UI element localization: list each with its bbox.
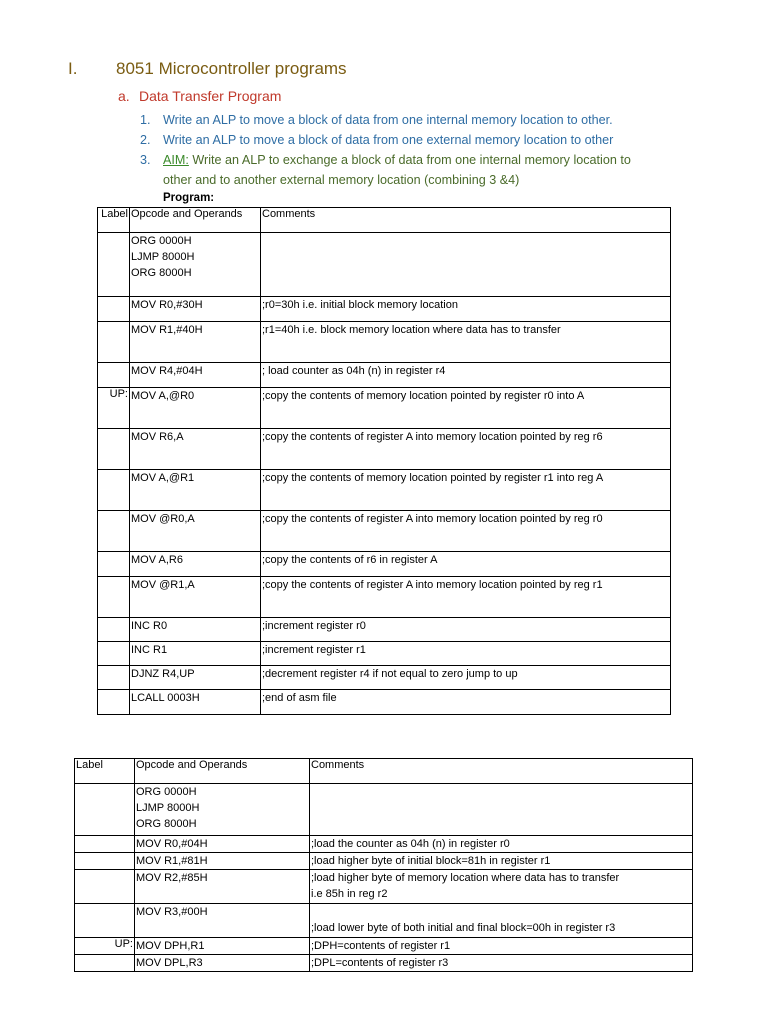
task-item-aim (140, 150, 700, 190)
opcode-line: MOV R2,#85H (136, 872, 208, 884)
comment-line: ;copy the contents of register A into memory location pointed by reg r6 (262, 431, 603, 443)
comment-cell (261, 577, 671, 618)
opcode-line: ORG 8000H (136, 818, 197, 830)
opcode-cell (130, 363, 261, 388)
label-cell (98, 666, 130, 690)
opcode-line: MOV R1,#81H (136, 855, 208, 867)
comment-cell (310, 870, 693, 904)
comment-cell (261, 690, 671, 715)
opcode-cell (130, 470, 261, 511)
table-row (98, 429, 671, 470)
label-cell (98, 511, 130, 552)
aim-label: AIM: (163, 153, 189, 167)
comment-line: ;r1=40h i.e. block memory location where data has to transfer (262, 324, 561, 336)
section-number: I. (68, 59, 78, 78)
opcode-line: LJMP 8000H (136, 802, 200, 814)
opcode-cell (130, 577, 261, 618)
comment-line: ;copy the contents of register A into memory location pointed by reg r1 (262, 579, 603, 591)
table-row (98, 666, 671, 690)
comment-line: ;increment register r0 (262, 620, 366, 632)
column-header: Opcode and Operands (135, 759, 310, 784)
task-item (140, 110, 700, 130)
task-text: Write an ALP to move a block of data from one external memory location to other (163, 133, 614, 147)
comment-line: ;load lower byte of both initial and final block=00h in register r3 (311, 922, 616, 934)
table-row (75, 870, 693, 904)
comment-cell (261, 363, 671, 388)
task-number: 1. (140, 113, 151, 127)
opcode-cell (135, 870, 310, 904)
comment-line: ;copy the contents of memory location pointed by register r0 into A (262, 390, 585, 402)
task-text-continued: other and to another external memory location (combining 3 &4) (163, 173, 520, 187)
opcode-cell (130, 233, 261, 297)
opcode-line: INC R0 (131, 620, 168, 632)
label-cell (75, 784, 135, 836)
opcode-cell (130, 666, 261, 690)
opcode-line: LJMP 8000H (131, 251, 195, 263)
table-row (98, 577, 671, 618)
task-text: Write an ALP to move a block of data from one internal memory location to other. (163, 113, 613, 127)
subsection-title: Data Transfer Program (139, 88, 282, 104)
label-cell (98, 363, 130, 388)
program-table-1 (97, 207, 671, 715)
label-cell: UP: (98, 388, 130, 429)
comment-line: ;DPH=contents of register r1 (311, 940, 451, 952)
comment-line: ;copy the contents of memory location pointed by register r1 into reg A (262, 472, 604, 484)
label-cell (98, 577, 130, 618)
subsection-heading (118, 88, 281, 104)
opcode-cell (135, 955, 310, 972)
table-row (98, 233, 671, 297)
table-header-row (75, 759, 693, 784)
comment-line (311, 784, 691, 800)
comment-line: ;end of asm file (262, 692, 337, 704)
comment-line: ;load the counter as 04h (n) in register r0 (311, 838, 510, 850)
task-number: 3. (140, 153, 151, 167)
opcode-line: MOV R0,#04H (136, 838, 208, 850)
table-row (75, 938, 693, 955)
label-cell (98, 642, 130, 666)
opcode-cell (130, 388, 261, 429)
opcode-line: MOV DPL,R3 (136, 957, 203, 969)
opcode-line: MOV A,@R1 (131, 472, 195, 484)
comment-line: ;copy the contents of register A into memory location pointed by reg r0 (262, 513, 603, 525)
section-title-number: 8051 (116, 59, 154, 78)
program-label: Program: (163, 192, 215, 204)
opcode-line: MOV R1,#40H (131, 324, 203, 336)
table-row (98, 297, 671, 322)
comment-line: ;DPL=contents of register r3 (311, 957, 449, 969)
opcode-cell (135, 853, 310, 870)
comment-cell (310, 904, 693, 938)
opcode-cell (130, 690, 261, 715)
opcode-line: DJNZ R4,UP (131, 668, 195, 680)
column-header: Opcode and Operands (130, 208, 261, 233)
opcode-line: MOV @R1,A (131, 579, 195, 591)
comment-line: i.e 85h in reg r2 (311, 888, 388, 900)
table-row (75, 853, 693, 870)
column-header: Label (98, 208, 130, 233)
opcode-line: MOV A,R6 (131, 554, 183, 566)
opcode-line: MOV R4,#04H (131, 365, 203, 377)
opcode-cell (135, 836, 310, 853)
table-row (98, 363, 671, 388)
opcode-cell (135, 784, 310, 836)
table-row (75, 904, 693, 938)
opcode-cell (130, 552, 261, 577)
opcode-line: ORG 0000H (131, 235, 192, 247)
opcode-line: MOV A,@R0 (131, 390, 195, 402)
opcode-line: MOV DPH,R1 (136, 940, 205, 952)
table-row (98, 322, 671, 363)
section-title: Microcontroller programs (158, 59, 347, 78)
opcode-line: MOV @R0,A (131, 513, 195, 525)
column-header: Label (75, 759, 135, 784)
table-row (98, 388, 671, 429)
comment-cell (310, 955, 693, 972)
table-row (98, 552, 671, 577)
label-cell (75, 955, 135, 972)
comment-line: ;r0=30h i.e. initial block memory location (262, 299, 458, 311)
label-cell (98, 690, 130, 715)
comment-cell (261, 552, 671, 577)
table-header-row (98, 208, 671, 233)
table-row (98, 618, 671, 642)
comment-cell (261, 470, 671, 511)
opcode-cell (130, 642, 261, 666)
comment-line: ;copy the contents of r6 in register A (262, 554, 438, 566)
label-cell (98, 470, 130, 511)
label-cell (98, 552, 130, 577)
comment-cell (310, 853, 693, 870)
opcode-cell (130, 322, 261, 363)
comment-line: ;load higher byte of memory location where data has to transfer (311, 872, 620, 884)
table-row (98, 470, 671, 511)
task-number: 2. (140, 133, 151, 147)
opcode-line: MOV R0,#30H (131, 299, 203, 311)
opcode-cell (130, 429, 261, 470)
opcode-cell (130, 618, 261, 642)
comment-line (311, 904, 691, 920)
comment-cell (310, 836, 693, 853)
comment-cell (261, 322, 671, 363)
label-cell (98, 429, 130, 470)
label-cell (75, 853, 135, 870)
opcode-line: MOV R6,A (131, 431, 184, 443)
column-header: Comments (261, 208, 671, 233)
table-row (98, 511, 671, 552)
comment-cell (261, 388, 671, 429)
table-row (98, 642, 671, 666)
label-cell (75, 836, 135, 853)
label-cell (75, 870, 135, 904)
comment-cell (261, 297, 671, 322)
comment-cell (261, 429, 671, 470)
table-row (75, 836, 693, 853)
label-cell (75, 904, 135, 938)
opcode-cell (135, 904, 310, 938)
opcode-line: INC R1 (131, 644, 168, 656)
comment-cell (261, 511, 671, 552)
comment-line: ;increment register r1 (262, 644, 366, 656)
opcode-cell (130, 297, 261, 322)
label-cell: UP: (75, 938, 135, 955)
comment-cell (261, 642, 671, 666)
label-cell (98, 322, 130, 363)
opcode-cell (130, 511, 261, 552)
opcode-line: MOV R3,#00H (136, 906, 208, 918)
program-table-2 (74, 758, 693, 972)
comment-cell (261, 233, 671, 297)
comment-line: ;load higher byte of initial block=81h in register r1 (311, 855, 551, 867)
comment-cell (261, 618, 671, 642)
opcode-line: ORG 8000H (131, 267, 192, 279)
comment-cell (310, 784, 693, 836)
label-cell (98, 233, 130, 297)
opcode-cell (135, 938, 310, 955)
opcode-line: ORG 0000H (136, 786, 197, 798)
task-text: Write an ALP to exchange a block of data from one internal memory location to (192, 153, 631, 167)
table-row (75, 784, 693, 836)
label-cell (98, 618, 130, 642)
section-heading (68, 59, 347, 79)
comment-cell (261, 666, 671, 690)
table-row (75, 955, 693, 972)
subsection-number: a. (118, 88, 130, 104)
label-cell (98, 297, 130, 322)
comment-line: ;decrement register r4 if not equal to zero jump to up (262, 668, 518, 680)
comment-line: ; load counter as 04h (n) in register r4 (262, 365, 446, 377)
task-list (140, 110, 700, 190)
comment-cell (310, 938, 693, 955)
opcode-line: LCALL 0003H (131, 692, 200, 704)
column-header: Comments (310, 759, 693, 784)
table-row (98, 690, 671, 715)
task-item (140, 130, 700, 150)
